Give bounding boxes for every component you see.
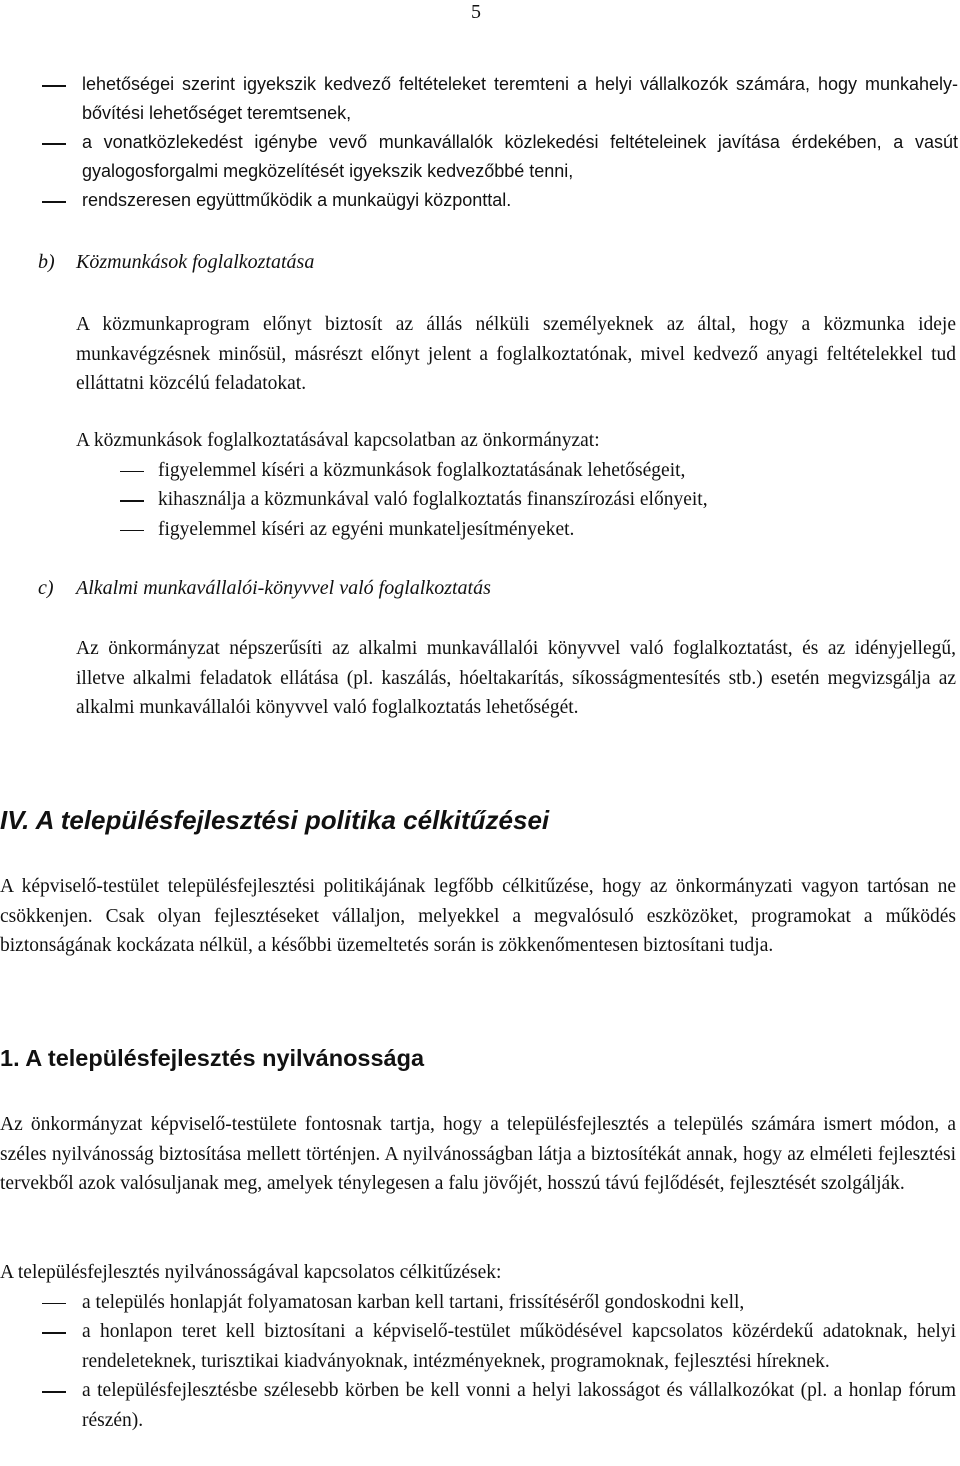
- intro-list: [0, 70, 960, 215]
- list-item: [0, 186, 960, 215]
- list-item: [0, 1317, 956, 1376]
- list-item-text: lehetőségei szerint igyekszik kedvező feltételeket teremteni a helyi vállalkozók számára, hogy munkahely-bővítési lehetőséget teremtsenek,: [82, 74, 958, 123]
- list-item-text: figyelemmel kíséri az egyéni munkateljesítményeket.: [158, 518, 575, 540]
- section-1-list-block: [0, 1258, 956, 1435]
- section-c-title: Alkalmi munkavállalói-könyvvel való foglalkoztatás: [76, 577, 491, 599]
- list-item: [0, 70, 960, 128]
- list-item-text: a honlapon teret kell biztosítani a képviselő-testület működésével kapcsolatos közérdekű adatoknak, helyi rendeleteknek, turisztikai kiadványoknak, intézményeknek, programoknak, fejlesztési híreknek.: [82, 1321, 956, 1372]
- page-number: 5: [471, 1, 481, 23]
- section-b-letter: b): [38, 251, 55, 273]
- section-1-list: [0, 1288, 956, 1436]
- section-c-paragraph: Az önkormányzat népszerűsíti az alkalmi munkavállalói könyvvel való foglalkoztatást, és az idényjellegű, illetve alkalmi feladatok ellátása (pl. kaszálás, hóeltakarítás, síkosságmentesítés stb.) esetén megvizsgálja az alkalmi munkavállalói könyvvel való foglalkoztatás lehetőségét.: [76, 638, 956, 718]
- list-item-text: a település honlapját folyamatosan karban kell tartani, frissítéséről gondoskodni kell,: [82, 1291, 745, 1313]
- section-b-title: Közmunkások foglalkoztatása: [76, 251, 315, 273]
- section-1-body: [0, 1110, 956, 1199]
- list-item: [0, 1288, 956, 1318]
- section-iv-paragraph: A képviselő-testület településfejlesztési politikájának legfőbb célkitűzése, hogy az önkormányzati vagyon tartósan ne csökkenjen. Csak olyan fejlesztéseket vállaljon, melyekkel a megvalósuló eszközöket, programokat a működés biztonságának kockázata nélkül, a későbbi üzemeltetés során is zökkenőmentesen biztosítani tudja.: [0, 876, 956, 956]
- list-item: [0, 128, 960, 186]
- section-b-list-intro: A közmunkások foglalkoztatásával kapcsolatban az önkormányzat:: [76, 430, 600, 451]
- section-iv-body: [0, 872, 956, 961]
- list-item-text: figyelemmel kíséri a közmunkások foglalkoztatásának lehetőségeit,: [158, 459, 686, 481]
- section-1-list-intro: A településfejlesztés nyilvánosságával kapcsolatos célkitűzések:: [0, 1262, 502, 1283]
- list-item: [76, 456, 956, 486]
- list-item: [0, 1376, 956, 1435]
- section-1-heading: [0, 1043, 960, 1073]
- list-item-text: rendszeresen együttműködik a munkaügyi központtal.: [82, 190, 512, 210]
- section-c-heading: [38, 574, 960, 604]
- section-iv-heading: [0, 804, 960, 836]
- list-item: [76, 485, 956, 515]
- section-b-list: [76, 456, 956, 545]
- section-b-body: [76, 310, 956, 399]
- section-iv-title: IV. A településfejlesztési politika célkitűzései: [0, 805, 550, 835]
- section-1-title: 1. A településfejlesztés nyilvánossága: [0, 1045, 425, 1071]
- section-b-heading: [38, 248, 960, 278]
- section-b-paragraph: A közmunkaprogram előnyt biztosít az állás nélküli személyeknek az által, hogy a közmunka ideje munkavégzésnek minősül, másrészt előnyt jelent a foglalkoztatónak, mivel kedvező anyagi feltételekkel tud elláttatni közcélú feladatokat.: [76, 314, 956, 394]
- section-c-letter: c): [38, 577, 54, 599]
- intro-list-block: [0, 70, 960, 215]
- section-c-body: [76, 634, 956, 723]
- list-item: [76, 515, 956, 545]
- section-1-paragraph: Az önkormányzat képviselő-testülete fontosnak tartja, hogy a településfejlesztés a település számára ismert módon, a széles nyilvánosság biztosítása mellett történjen. A nyilvánosságban látja a biztosítékát annak, hogy az elméleti fejlesztési tervekből azok valósuljanak meg, amelyek ténylegesen a falu jövőjét, hosszú távú fejlődését, fejlesztését szolgálják.: [0, 1114, 956, 1194]
- section-b-list-block: [76, 426, 956, 544]
- list-item-text: a vonatközlekedést igénybe vevő munkavállalók közlekedési feltételeinek javítása érdekében, a vasút gyalogosforgalmi megközelítését igyekszik kedvezőbbé tenni,: [82, 132, 958, 181]
- list-item-text: kihasználja a közmunkával való foglalkoztatás finanszírozási előnyeit,: [158, 489, 708, 510]
- list-item-text: a településfejlesztésbe szélesebb körben be kell vonni a helyi lakosságot és vállalkozókat (pl. a honlap fórum részén).: [82, 1380, 956, 1431]
